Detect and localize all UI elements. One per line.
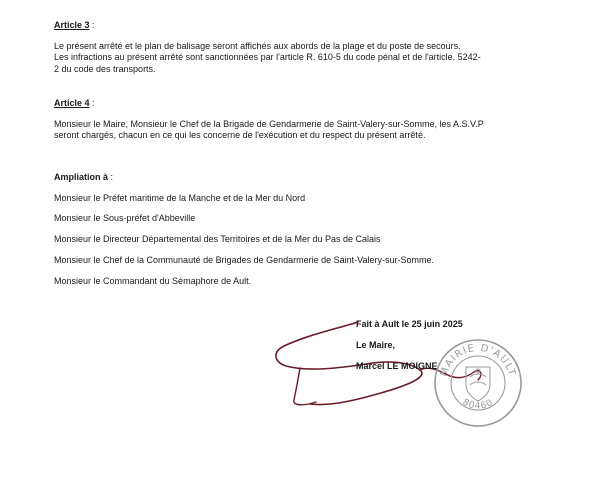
- article-4-title: Article 4: [54, 98, 90, 108]
- article-3-line-1: Le présent arrêté et le plan de balisage seront affichés aux abords de la plage et du poste de secours.: [54, 41, 461, 51]
- signature-place-date: Fait à Ault le 25 juin 2025: [356, 319, 463, 329]
- article-3-line-3: 2 du code des transports.: [54, 64, 156, 74]
- ampliation-heading: [54, 172, 113, 183]
- article-3-heading: [54, 20, 95, 31]
- coat-of-arms-icon: [466, 367, 490, 401]
- ampliation-title: Ampliation à: [54, 172, 109, 182]
- article-4-line-2: seront chargés, chacun en ce qui les concerne de l'exécution et du respect du présent arrêté.: [54, 130, 426, 140]
- signature-name: Marcel LE MOIGNE: [356, 361, 438, 371]
- article-4-colon: :: [89, 98, 95, 108]
- signature-role: Le Maire,: [356, 340, 396, 350]
- recipient-item: Monsieur le Préfet maritime de la Manche et de la Mer du Nord: [54, 193, 306, 203]
- recipient-item: Monsieur le Chef de la Communauté de Brigades de Gendarmerie de Saint-Valery-sur-Somme.: [54, 255, 435, 265]
- article-4-line-1: Monsieur le Maire, Monsieur le Chef de la Brigade de Gendarmerie de Saint-Valery-sur-Somme, les A.S.V.P: [54, 119, 484, 129]
- article-3-colon: :: [89, 20, 95, 30]
- recipient-item: Monsieur le Directeur Départemental des Territoires et de la Mer du Pas de Calais: [54, 234, 381, 244]
- svg-text:80460: [461, 398, 496, 412]
- town-hall-stamp: [432, 337, 524, 429]
- article-3-line-2: Les infractions au présent arrêté sont sanctionnées par l'article R. 610-5 du code pénal et de l'article. 5242-: [54, 52, 481, 62]
- recipient-item: Monsieur le Commandant du Sémaphore de Ault.: [54, 276, 252, 286]
- stamp-bottom-text: 80460: [460, 397, 496, 412]
- stamp-top-text: MAIRIE D'AULT: [438, 342, 518, 378]
- article-3-title: Article 3: [54, 20, 90, 30]
- recipient-item: Monsieur le Sous-préfet d'Abbeville: [54, 213, 196, 223]
- article-4-heading: [54, 98, 95, 109]
- ampliation-colon: :: [108, 172, 114, 182]
